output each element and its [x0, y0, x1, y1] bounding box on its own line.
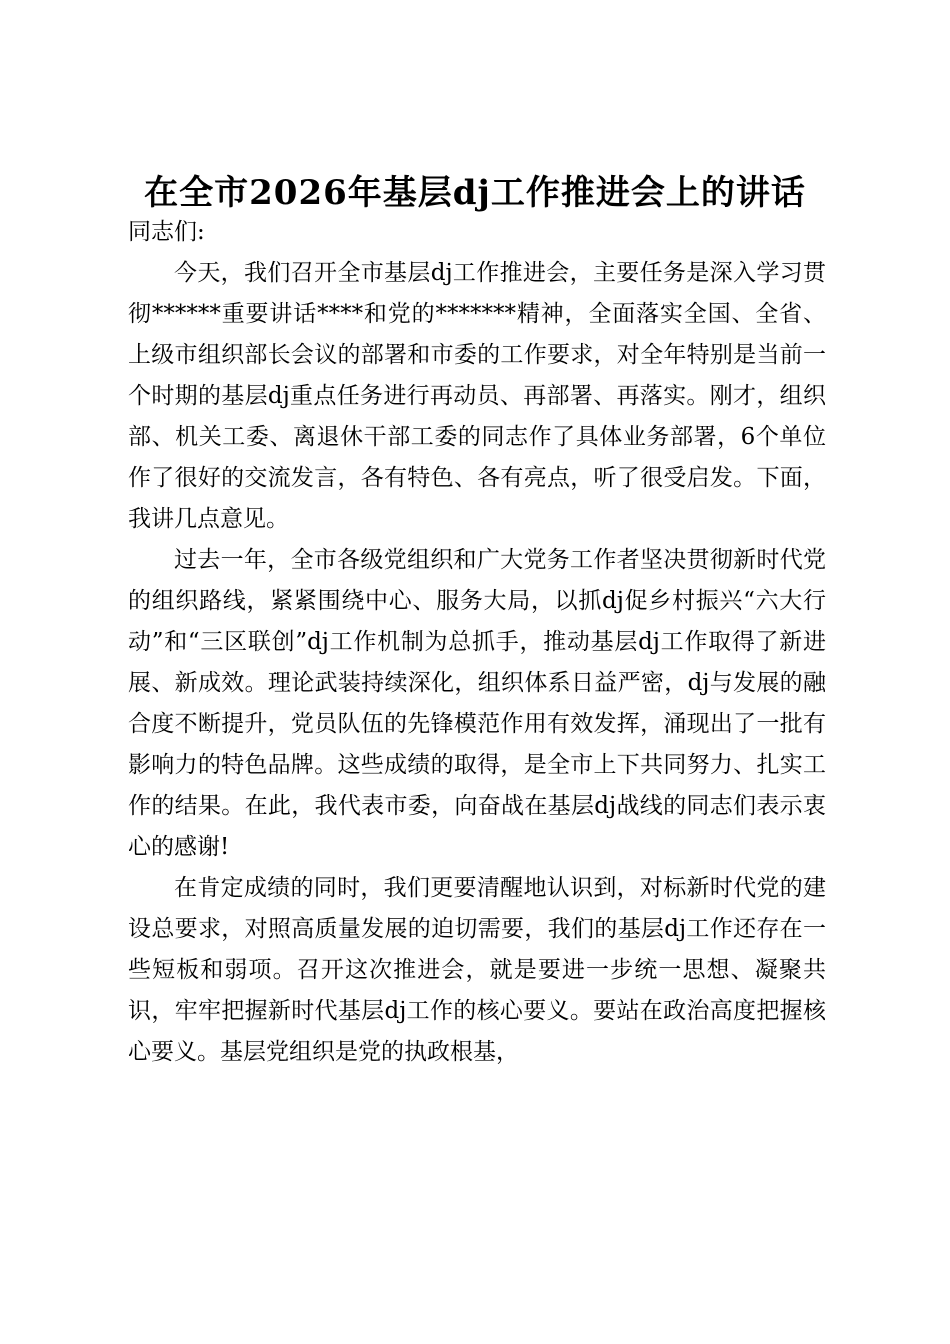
document-title: 在全市2026年基层dj工作推进会上的讲话 — [144, 173, 806, 213]
document-body — [128, 212, 826, 1073]
paragraph-3: 在肯定成绩的同时，我们更要清醒地认识到，对标新时代党的建设总要求，对照高质量发展的迫切需要，我们的基层dj工作还存在一些短板和弱项。召开这次推进会，就是要进一步统一思想、凝聚共识，牢牢把握新时代基层dj工作的核心要义。要站在政治高度把握核心要义。基层党组织是党的执政根基， — [128, 875, 826, 1065]
salutation: 同志们: — [128, 219, 205, 245]
paragraph-2: 过去一年，全市各级党组织和广大党务工作者坚决贯彻新时代党的组织路线，紧紧围绕中心、服务大局，以抓dj促乡村振兴“六大行动”和“三区联创”dj工作机制为总抓手，推动基层dj工作取得了新进展、新成效。理论武装持续深化，组织体系日益严密，dj与发展的融合度不断提升，党员队伍的先锋模范作用有效发挥，涌现出了一批有影响力的特色品牌。这些成绩的取得，是全市上下共同努力、扎实工作的结果。在此，我代表市委，向奋战在基层dj战线的同志们表示衷心的感谢! — [128, 547, 826, 860]
paragraph-1: 今天，我们召开全市基层dj工作推进会，主要任务是深入学习贯彻******重要讲话****和党的*******精神，全面落实全国、全省、上级市组织部长会议的部署和市委的工作要求，对全年特别是当前一个时期的基层dj重点任务进行再动员、再部署、再落实。刚才，组织部、机关工委、离退休干部工委的同志作了具体业务部署，6个单位作了很好的交流发言，各有特色、各有亮点，听了很受启发。下面，我讲几点意见。 — [128, 260, 826, 532]
